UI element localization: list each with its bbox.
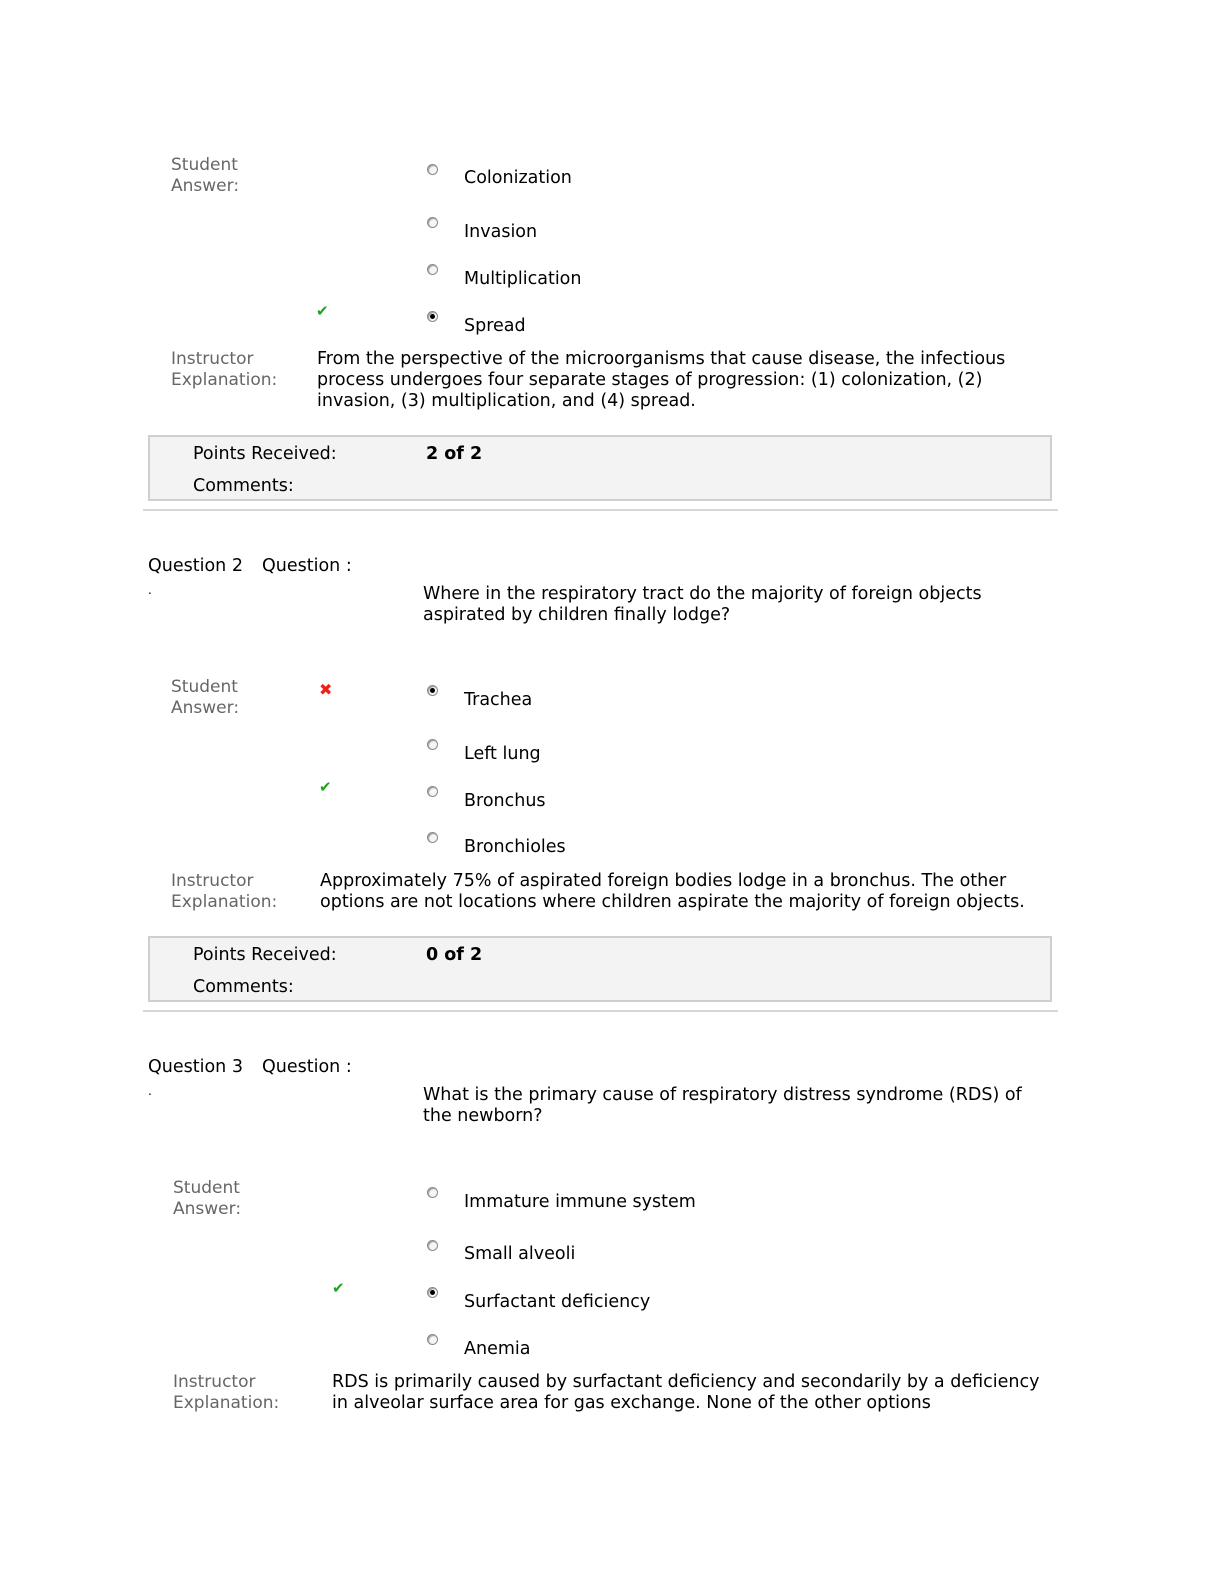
q1-option-3-radio[interactable] xyxy=(427,264,438,275)
q1-option-4-label: Spread xyxy=(464,316,526,336)
q1-option-4-radio[interactable] xyxy=(427,311,438,322)
q3-number: Question 3 xyxy=(148,1057,243,1077)
divider xyxy=(143,509,1058,511)
q1-points-value: 2 of 2 xyxy=(426,444,483,464)
points-received-label: Points Received: xyxy=(193,945,337,965)
q3-question-text: What is the primary cause of respiratory distress syndrome (RDS) of the newborn? xyxy=(423,1085,1022,1126)
q2-option-4-label: Bronchioles xyxy=(464,837,566,857)
q2-option-1-label: Trachea xyxy=(464,690,533,710)
q3-option-1-radio[interactable] xyxy=(427,1187,438,1198)
q2-points-value: 0 of 2 xyxy=(426,945,483,965)
q2-explanation: Approximately 75% of aspirated foreign bodies lodge in a bronchus. The other options are not locations where children aspirate the majority of foreign objects. xyxy=(320,871,1025,912)
q3-option-4-label: Anemia xyxy=(464,1339,531,1359)
q3-option-2-radio[interactable] xyxy=(427,1240,438,1251)
q2-option-3-radio[interactable] xyxy=(427,786,438,797)
student-answer-label: Student Answer: xyxy=(171,677,240,718)
correct-check-icon: ✔ xyxy=(332,1279,345,1297)
instructor-explanation-label: Instructor Explanation: xyxy=(173,1372,280,1413)
instructor-explanation-label: Instructor Explanation: xyxy=(171,349,278,390)
comments-label: Comments: xyxy=(193,476,294,496)
q2-option-4-radio[interactable] xyxy=(427,832,438,843)
q1-points-box xyxy=(148,435,1052,501)
q2-dot: . xyxy=(148,583,152,597)
q2-option-2-label: Left lung xyxy=(464,744,541,764)
divider xyxy=(143,1010,1058,1012)
q2-option-2-radio[interactable] xyxy=(427,739,438,750)
student-answer-label: Student Answer: xyxy=(171,155,240,196)
correct-check-icon: ✔ xyxy=(319,778,332,796)
q2-option-3-label: Bronchus xyxy=(464,791,546,811)
q1-option-2-label: Invasion xyxy=(464,222,538,242)
q2-question-word: Question : xyxy=(262,556,352,576)
student-answer-label: Student Answer: xyxy=(173,1178,242,1219)
q1-option-1-label: Colonization xyxy=(464,168,572,188)
q1-option-3-label: Multiplication xyxy=(464,269,582,289)
q1-option-2-radio[interactable] xyxy=(427,217,438,228)
q2-option-1-radio[interactable] xyxy=(427,685,438,696)
q3-option-3-radio[interactable] xyxy=(427,1287,438,1298)
q3-option-3-label: Surfactant deficiency xyxy=(464,1292,651,1312)
q3-option-4-radio[interactable] xyxy=(427,1334,438,1345)
comments-label: Comments: xyxy=(193,977,294,997)
q3-option-2-label: Small alveoli xyxy=(464,1244,576,1264)
q3-question-word: Question : xyxy=(262,1057,352,1077)
q3-dot: . xyxy=(148,1084,152,1098)
q1-option-1-radio[interactable] xyxy=(427,164,438,175)
q2-points-box xyxy=(148,936,1052,1002)
q2-number: Question 2 xyxy=(148,556,243,576)
q3-explanation: RDS is primarily caused by surfactant deficiency and secondarily by a deficiency in alveolar surface area for gas exchange. None of the other options xyxy=(332,1372,1040,1413)
incorrect-x-icon: ✖ xyxy=(319,680,333,699)
points-received-label: Points Received: xyxy=(193,444,337,464)
correct-check-icon: ✔ xyxy=(316,302,329,320)
q3-option-1-label: Immature immune system xyxy=(464,1192,696,1212)
q2-question-text: Where in the respiratory tract do the majority of foreign objects aspirated by children finally lodge? xyxy=(423,584,982,625)
q1-explanation: From the perspective of the microorganisms that cause disease, the infectious process undergoes four separate stages of progression: (1) colonization, (2) invasion, (3) multiplication, and (4) spread. xyxy=(317,349,1006,411)
instructor-explanation-label: Instructor Explanation: xyxy=(171,871,278,912)
